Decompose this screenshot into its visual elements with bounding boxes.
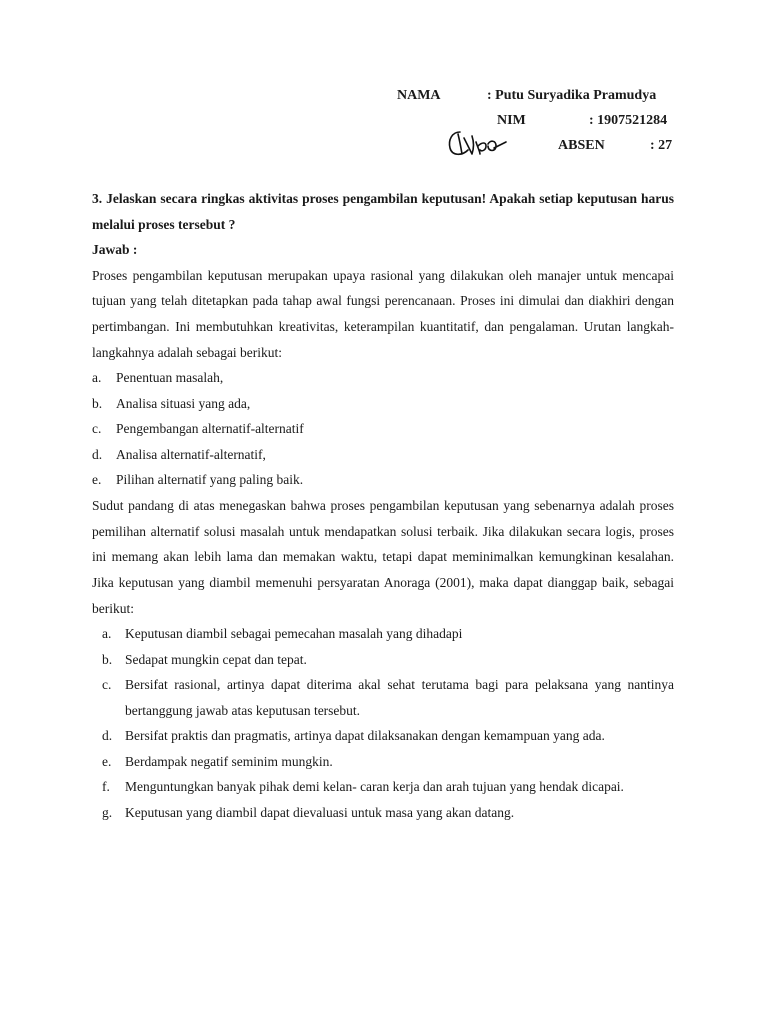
steps-list [92,365,674,493]
list-marker: c. [102,677,112,693]
list-marker: d. [92,446,103,462]
list-item [92,391,674,417]
list-item-text: Penentuan masalah, [116,370,224,386]
nim-value: : 1907521284 [589,113,668,128]
nim-label: NIM [497,113,526,128]
list-item [92,749,674,775]
absen-label: ABSEN [558,138,605,153]
list-item [92,647,674,673]
list-marker: b. [102,651,113,667]
criteria-list [92,621,674,825]
paragraph-intro: Proses pengambilan keputusan merupakan upaya rasional yang dilakukan oleh manajer untuk mencapai tujuan yang telah ditetapkan pada tahap awal fungsi perencanaan. Proses ini dimulai dan diakhiri dengan pertimbangan. Ini membutuhkan kreativitas, keterampilan kuantitatif, dan pengalaman. Urutan langkah-langkahnya adalah sebagai berikut: [92,267,674,360]
list-item [92,416,674,442]
list-item-text: Sedapat mungkin cepat dan tepat. [125,651,307,667]
list-marker: g. [102,804,113,820]
list-marker: a. [102,626,112,642]
list-item [92,467,674,493]
list-item-text: Pilihan alternatif yang paling baik. [116,472,304,488]
list-item [92,442,674,468]
list-marker: a. [92,370,102,386]
nama-value: : Putu Suryadika Pramudya [487,88,657,103]
list-marker: d. [102,728,113,744]
list-item [92,672,674,723]
answer-label: Jawab : [92,242,138,257]
list-item-text: Berdampak negatif seminim mungkin. [125,753,333,769]
list-item-text: Keputusan yang diambil dapat dievaluasi untuk masa yang akan datang. [125,804,515,820]
signature-image [446,124,508,160]
list-marker: c. [92,421,102,437]
list-item-text: Keputusan diambil sebagai pemecahan masalah yang dihadapi [125,626,463,642]
list-item-text: Bersifat rasional, artinya dapat diterima akal sehat terutama bagi para pelaksana yang nantinya bertanggung jawab atas keputusan tersebut. [125,677,674,718]
list-item [92,723,674,749]
list-item [92,774,674,800]
absen-value: : 27 [650,138,673,153]
list-item-text: Bersifat praktis dan pragmatis, artinya dapat dilaksanakan dengan kemampuan yang ada. [125,728,605,744]
nama-label: NAMA [397,88,441,103]
list-item-text: Pengembangan alternatif-alternatif [116,421,304,437]
list-item-text: Menguntungkan banyak pihak demi kelan- caran kerja dan arah tujuan yang hendak dicapai. [125,779,624,795]
question-text: 3. Jelaskan secara ringkas aktivitas proses pengambilan keputusan! Apakah setiap keputusan harus melalui proses tersebut ? [92,191,674,232]
list-item-text: Analisa alternatif-alternatif, [116,446,266,462]
list-marker: f. [102,779,110,795]
paragraph-criteria-intro: Sudut pandang di atas menegaskan bahwa proses pengambilan keputusan yang sebenarnya adalah proses pemilihan alternatif solusi masalah untuk mendapatkan solusi terbaik. Jika dilakukan secara logis, proses ini memang akan lebih lama dan memakan waktu, tetapi dapat meminimalkan kemungkinan kesalahan. Jika keputusan yang diambil memenuhi persyaratan Anoraga (2001), maka dapat dianggap baik, sebagai berikut: [92,497,674,616]
list-marker: e. [92,472,102,488]
list-item-text: Analisa situasi yang ada, [116,395,251,411]
list-item [92,800,674,826]
list-marker: b. [92,395,103,411]
list-item [92,365,674,391]
list-marker: e. [102,753,112,769]
answer-body [92,186,674,825]
list-item [92,621,674,647]
